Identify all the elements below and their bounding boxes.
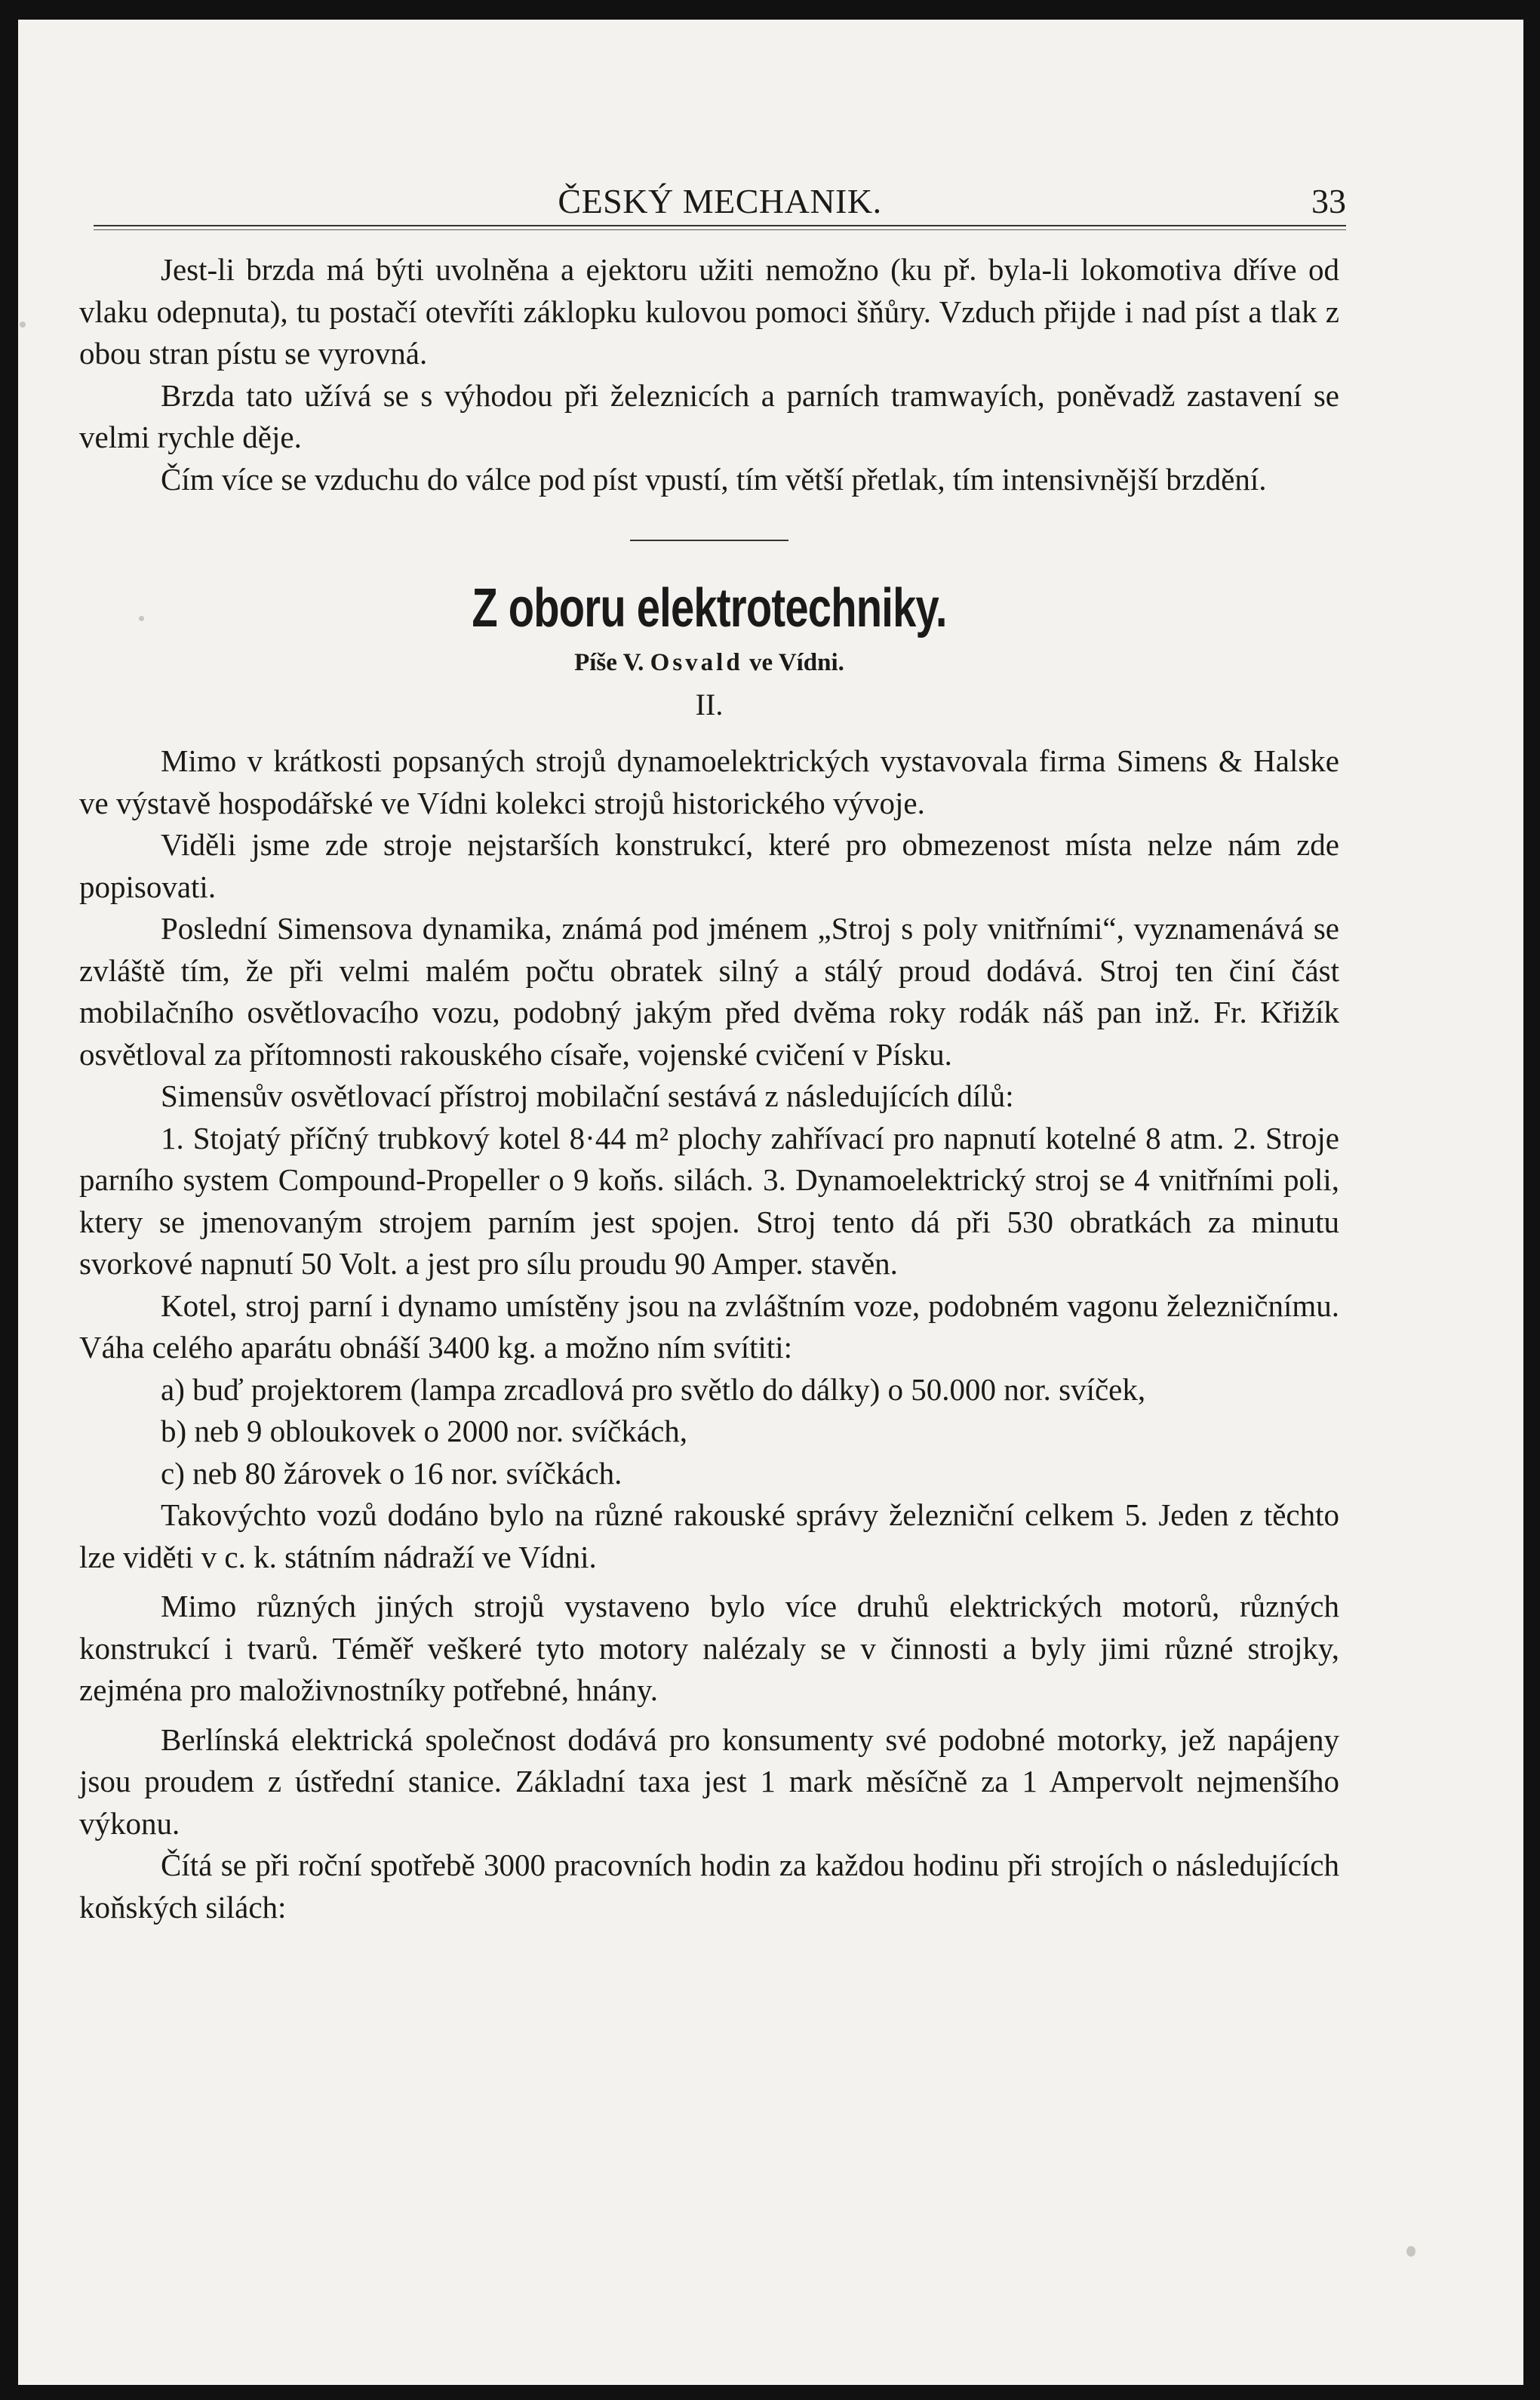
paragraph: Čítá se při roční spotřebě 3000 pracovních hodin za každou hodinu při strojích o následujících koňských silách:: [79, 1848, 1339, 1925]
part-number: II.: [695, 688, 724, 722]
paragraph: Viděli jsme zde stroje nejstarších konstrukcí, které pro obmezenost místa nelze nám zde popisovati.: [79, 827, 1339, 904]
running-header: [94, 160, 1346, 225]
paragraph: Mimo v krátkosti popsaných strojů dynamoelektrických vystavovala firma Simens & Halske ve výstavě hospodářské ve Vídni kolekci strojů historického vývoje.: [79, 743, 1339, 820]
list-item: a) buď projektorem (lampa zrcadlová pro světlo do dálky) o 50.000 nor. svíček,: [161, 1371, 1146, 1407]
paragraph: Takovýchto vozů dodáno bylo na různé rakouské správy železniční celkem 5. Jeden z těchto lze viděti v c. k. státním nádraží ve Vídni.: [79, 1497, 1339, 1574]
paragraph: Brzda tato užívá se s výhodou při železnicích a parních tramwayích, poněvadž zastavení se velmi rychle děje.: [79, 377, 1339, 454]
byline-author: Osvald: [650, 649, 743, 676]
list-item: b) neb 9 obloukovek o 2000 nor. svíčkách,: [161, 1414, 688, 1448]
paragraph: Jest-li brzda má býti uvolněna a ejektoru užiti nemožno (ku př. byla-li lokomotiva dříve od vlaku odepnuta), tu postačí otevříti záklopku kulovou pomoci šňůry. Vzduch přijde i nad píst a tlak z obou stran pístu se vyrovná.: [79, 252, 1339, 371]
paragraph: Mimo různých jiných strojů vystaveno bylo více druhů elektrických motorů, různých konstrukcí i tvarů. Téměř veškeré tyto motory nalézaly se v činnosti a byly jimi různé strojky, zejména pro maloživnostníky potřebné, hnány.: [79, 1589, 1339, 1707]
journal-title: ČESKÝ MECHANIK.: [558, 182, 882, 220]
paragraph: Čím více se vzduchu do válce pod píst vpustí, tím větší přetlak, tím intensivnější brzdění.: [161, 461, 1267, 497]
paragraph: Berlínská elektrická společnost dodává pro konsumenty své podobné motorky, jež napájeny jsou proudem z ústřední stanice. Základní taxa jest 1 mark měsíčně za 1 Ampervolt nejmenšího výkonu.: [79, 1722, 1339, 1841]
section-divider: [630, 540, 788, 541]
byline-suffix: ve Vídni.: [748, 649, 844, 676]
paragraph: Simensův osvětlovací přístroj mobilační sestává z následujících dílů:: [161, 1078, 1014, 1113]
paper-speck: [20, 322, 26, 328]
header-rule-thin: [94, 229, 1346, 230]
page-body: [79, 249, 1339, 1928]
paragraph: Kotel, stroj parní i dynamo umístěny jsou na zvláštním voze, podobném vagonu železničnímu. Váha celého aparátu obnáší 3400 kg. a možno ním svítiti:: [79, 1288, 1339, 1365]
paper-speck: [1406, 2246, 1416, 2257]
article-heading: Z oboru elektrotechniky.: [472, 578, 947, 638]
paragraph: Poslední Simensova dynamika, známá pod jménem „Stroj s poly vnitřními“, vyznamenává se zvláště tím, že při velmi malém počtu obratek silný a stálý proud dodává. Stroj ten činí část mobilačního osvětlovacího vozu, podobný jakým před dvěma roky rodák náš pan inž. Fr. Křižík osvětloval za přítomnosti rakouského císaře, vojenské cvičení v Písku.: [79, 911, 1339, 1072]
list-item: c) neb 80 žárovek o 16 nor. svíčkách.: [161, 1455, 622, 1491]
header-rule: [94, 225, 1346, 226]
paragraph: 1. Stojatý příčný trubkový kotel 8·44 m² plochy zahřívací pro napnutí kotelné 8 atm. 2. Stroje parního system Compound-Propeller o 9 koňs. silách. 3. Dynamoelektrický stroj se 4 vnitřními poli, ktery se jmenovaným strojem parním jest spojen. Stroj tento dá při 530 obratkách za minutu svorkové napnutí 50 Volt. a jest pro sílu proudu 90 Amper. stavěn.: [79, 1120, 1339, 1281]
byline-prefix: Píše V.: [574, 649, 644, 676]
page-number: 33: [1311, 182, 1346, 220]
article-byline: [79, 645, 1339, 680]
